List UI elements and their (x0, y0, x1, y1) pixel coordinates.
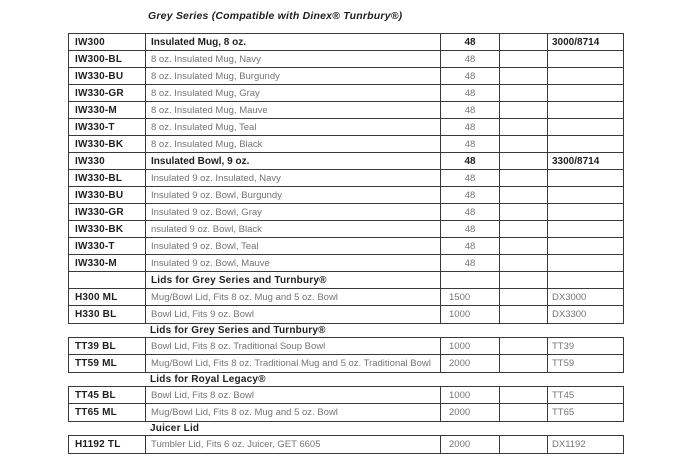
part-number-cell (548, 204, 623, 220)
part-number-cell (548, 136, 623, 152)
spare-cell (500, 187, 548, 203)
quantity-cell: 1000 (441, 338, 500, 354)
quantity-cell: 48 (441, 170, 500, 186)
code-cell: IW300 (69, 34, 146, 50)
description-cell: Insulated 9 oz. Bowl, Burgundy (146, 187, 441, 203)
quantity-cell (441, 272, 500, 288)
table-row (69, 238, 623, 255)
quantity-cell: 48 (441, 136, 500, 152)
part-number-cell: DX3300 (552, 309, 587, 320)
table-row (69, 170, 623, 187)
code-cell: IW330-M (69, 102, 146, 118)
description-cell: Insulated 9 oz. Bowl, Mauve (146, 255, 441, 271)
table-row (69, 387, 623, 404)
description-cell: Insulated Bowl, 9 oz. (146, 153, 441, 169)
code-cell: IW330-M (69, 255, 146, 271)
table-row (69, 255, 623, 272)
table-row (69, 338, 623, 355)
spare-cell (500, 238, 548, 254)
part-number-cell (548, 187, 623, 203)
description-cell: 8 oz. Insulated Mug, Black (146, 136, 441, 152)
spare-cell (500, 102, 548, 118)
quantity-cell: 1500 (441, 289, 500, 305)
table-row (69, 119, 623, 136)
code-cell: IW330-GR (69, 204, 146, 220)
quantity-cell: 2000 (441, 436, 500, 453)
part-number-cell: TT45 (552, 389, 575, 401)
table-row (69, 153, 623, 170)
code-cell: IW330-GR (69, 85, 146, 101)
table-row (69, 404, 623, 421)
part-number-cell (548, 102, 623, 118)
quantity-cell: 48 (441, 68, 500, 84)
spare-cell (500, 153, 548, 169)
spare-cell (500, 204, 548, 220)
product-table (68, 33, 624, 324)
description-cell: Bowl Lid, Fits 8 oz. Traditional Soup Bowl (146, 338, 441, 354)
table-row (69, 272, 623, 289)
spare-cell (500, 51, 548, 67)
quantity-cell: 48 (441, 102, 500, 118)
code-cell: IW330-BL (69, 170, 146, 186)
spare-cell (500, 355, 548, 372)
product-table (68, 435, 624, 454)
description-cell: 8 oz. Insulated Mug, Navy (146, 51, 441, 67)
part-number-cell: 3000/8714 (552, 36, 600, 48)
table-row (69, 187, 623, 204)
table-row (69, 306, 623, 323)
code-cell: IW330-T (69, 119, 146, 135)
description-cell: Lids for Grey Series and Turnbury® (146, 272, 441, 288)
code-cell: IW330-BK (69, 221, 146, 237)
code-cell: IW330-BU (69, 68, 146, 84)
product-table (68, 386, 624, 422)
code-cell: IW300-BL (69, 51, 146, 67)
part-number-cell: TT59 (552, 358, 575, 369)
product-table (68, 337, 624, 373)
quantity-cell: 48 (441, 153, 500, 169)
part-number-cell: TT65 (552, 407, 575, 418)
quantity-cell: 48 (441, 204, 500, 220)
table-row (69, 102, 623, 119)
description-cell: Insulated 9 oz. Bowl, Gray (146, 204, 441, 220)
code-cell: TT65 ML (69, 404, 146, 421)
quantity-cell: 48 (441, 221, 500, 237)
code-cell: IW330-BK (69, 136, 146, 152)
page-title: Grey Series (Compatible with Dinex® Tunrbury®) (148, 10, 403, 22)
quantity-cell: 1000 (441, 387, 500, 403)
part-number-cell: DX3000 (552, 291, 587, 303)
quantity-cell: 2000 (441, 355, 500, 372)
quantity-cell: 48 (441, 255, 500, 271)
description-cell: Tumbler Lid, Fits 6 oz. Juicer, GET 6605 (146, 436, 441, 453)
table-row (69, 355, 623, 372)
part-number-cell (548, 68, 623, 84)
part-number-cell (548, 255, 623, 271)
spare-cell (500, 436, 548, 453)
table-row (69, 221, 623, 238)
code-cell: IW330 (69, 153, 146, 169)
spare-cell (500, 306, 548, 323)
description-cell: Insulated 9 oz. Bowl, Teal (146, 238, 441, 254)
description-cell: Bowl Lid, Fits 9 oz. Bowl (146, 306, 441, 323)
spare-cell (500, 170, 548, 186)
code-cell: H1192 TL (69, 436, 146, 453)
code-cell: TT59 ML (69, 355, 146, 372)
description-cell: Mug/Bowl Lid, Fits 8 oz. Mug and 5 oz. Bowl (146, 404, 441, 421)
description-cell: Insulated Mug, 8 oz. (146, 34, 441, 50)
table-row (69, 34, 623, 51)
description-cell: 8 oz. Insulated Mug, Teal (146, 119, 441, 135)
quantity-cell: 48 (441, 238, 500, 254)
quantity-cell: 2000 (441, 404, 500, 421)
description-cell: Bowl Lid, Fits 8 oz. Bowl (146, 387, 441, 403)
quantity-cell: 1000 (441, 306, 500, 323)
spare-cell (500, 272, 548, 288)
section-heading: Lids for Royal Legacy® (150, 374, 266, 385)
quantity-cell: 48 (441, 85, 500, 101)
part-number-cell: 3300/8714 (552, 155, 600, 167)
table-row (69, 289, 623, 306)
table-row (69, 136, 623, 153)
catalog-blocks (68, 33, 624, 454)
quantity-cell: 48 (441, 119, 500, 135)
code-cell (69, 272, 146, 288)
table-row (69, 436, 623, 453)
spare-cell (500, 85, 548, 101)
part-number-cell (548, 221, 623, 237)
spare-cell (500, 387, 548, 403)
spare-cell (500, 255, 548, 271)
table-row (69, 51, 623, 68)
part-number-cell (548, 238, 623, 254)
part-number-cell (548, 170, 623, 186)
section-heading: Lids for Grey Series and Turnbury® (150, 325, 326, 336)
table-row (69, 204, 623, 221)
part-number-cell (548, 119, 623, 135)
code-cell: TT45 BL (69, 387, 146, 403)
quantity-cell: 48 (441, 51, 500, 67)
part-number-cell: TT39 (552, 340, 575, 352)
spare-cell (500, 136, 548, 152)
code-cell: IW330-BU (69, 187, 146, 203)
part-number-cell (548, 51, 623, 67)
description-cell: 8 oz. Insulated Mug, Burgundy (146, 68, 441, 84)
spare-cell (500, 289, 548, 305)
description-cell: Mug/Bowl Lid, Fits 8 oz. Traditional Mug and 5 oz. Traditional Bowl (146, 355, 441, 372)
description-cell: Insulated 9 oz. Insulated, Navy (146, 170, 441, 186)
quantity-cell: 48 (441, 34, 500, 50)
spare-cell (500, 221, 548, 237)
spare-cell (500, 404, 548, 421)
table-row (69, 68, 623, 85)
spare-cell (500, 119, 548, 135)
section-heading: Juicer Lid (150, 423, 200, 434)
spare-cell (500, 34, 548, 50)
part-number-cell (548, 272, 623, 288)
code-cell: IW330-T (69, 238, 146, 254)
quantity-cell: 48 (441, 187, 500, 203)
part-number-cell (548, 85, 623, 101)
description-cell: Mug/Bowl Lid, Fits 8 oz. Mug and 5 oz. Bowl (146, 289, 441, 305)
spare-cell (500, 338, 548, 354)
description-cell: nsulated 9 oz. Bowl, Black (146, 221, 441, 237)
description-cell: 8 oz. Insulated Mug, Mauve (146, 102, 441, 118)
part-number-cell: DX1192 (552, 439, 586, 450)
description-cell: 8 oz. Insulated Mug, Gray (146, 85, 441, 101)
spare-cell (500, 68, 548, 84)
code-cell: TT39 BL (69, 338, 146, 354)
code-cell: H300 ML (69, 289, 146, 305)
table-row (69, 85, 623, 102)
code-cell: H330 BL (69, 306, 146, 323)
